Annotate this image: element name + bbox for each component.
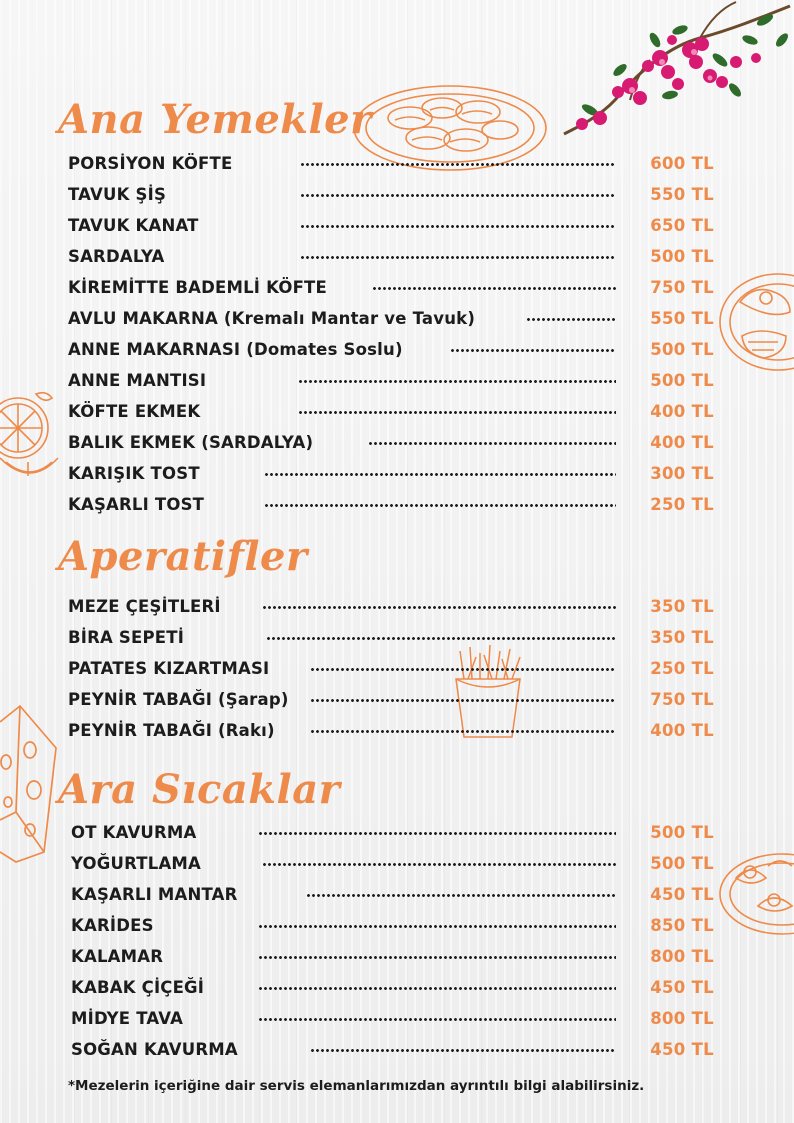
dot-leader: [310, 668, 616, 671]
dot-leader: [310, 699, 616, 702]
dot-leader: [300, 225, 616, 228]
section-title-ara-sicaklar: Ara Sıcaklar: [58, 766, 341, 813]
menu-item: [0, 306, 794, 330]
menu-item-price: 450 TL: [650, 884, 714, 904]
dot-leader: [258, 1018, 616, 1021]
menu-item-name: YOĞURTLAMA: [71, 853, 202, 873]
menu-item-price: 750 TL: [650, 277, 714, 297]
menu-item-name: SARDALYA: [68, 246, 165, 266]
menu-item-price: 500 TL: [650, 853, 714, 873]
menu-item-price: 650 TL: [650, 215, 714, 235]
dot-leader: [450, 349, 616, 352]
dot-leader: [310, 730, 616, 733]
menu-item-name: PORSİYON KÖFTE: [68, 153, 233, 173]
menu-item-price: 400 TL: [650, 432, 714, 452]
menu-item-price: 750 TL: [650, 689, 714, 709]
menu-item: [0, 492, 794, 516]
menu-item-name: SOĞAN KAVURMA: [71, 1039, 238, 1059]
dot-leader: [258, 925, 616, 928]
menu-item: [0, 594, 794, 618]
dot-leader: [372, 287, 616, 290]
dot-leader: [264, 473, 616, 476]
dot-leader: [266, 637, 616, 640]
menu-item-name: PEYNİR TABAĞI (Şarap): [68, 689, 289, 709]
section-title-ana-yemekler: Ana Yemekler: [58, 96, 372, 143]
menu-item-price: 450 TL: [650, 1039, 714, 1059]
menu-item-name: TAVUK KANAT: [68, 215, 199, 235]
menu-item: [0, 625, 794, 649]
menu-item-price: 600 TL: [650, 153, 714, 173]
menu-item: [0, 913, 794, 937]
dot-leader: [298, 380, 616, 383]
dot-leader: [262, 606, 616, 609]
dot-leader: [258, 832, 616, 835]
menu-item: [0, 718, 794, 742]
section-title-aperatifler: Aperatifler: [58, 533, 308, 580]
menu-item-name: ANNE MAKARNASI (Domates Soslu): [68, 339, 403, 359]
menu-item-name: KARIŞIK TOST: [68, 463, 200, 483]
menu-item: [0, 244, 794, 268]
dot-leader: [262, 863, 616, 866]
menu-item-price: 300 TL: [650, 463, 714, 483]
dot-leader: [258, 956, 616, 959]
menu-item-price: 850 TL: [650, 915, 714, 935]
menu-item-name: TAVUK ŞİŞ: [68, 184, 167, 204]
menu-item-name: KÖFTE EKMEK: [68, 401, 201, 421]
menu-item-price: 450 TL: [650, 977, 714, 997]
dot-leader: [300, 194, 616, 197]
dot-leader: [306, 894, 616, 897]
menu-item-name: KABAK ÇİÇEĞİ: [71, 977, 205, 997]
menu-item-price: 350 TL: [650, 596, 714, 616]
menu-item-name: PATATES KIZARTMASI: [68, 658, 270, 678]
dot-leader: [258, 987, 616, 990]
menu-item-price: 500 TL: [650, 339, 714, 359]
menu-item-price: 250 TL: [650, 658, 714, 678]
dot-leader: [368, 442, 616, 445]
menu-item: [0, 399, 794, 423]
menu-item: [0, 944, 794, 968]
dot-leader: [526, 318, 616, 321]
dot-leader: [264, 504, 616, 507]
menu-item: [0, 687, 794, 711]
footnote: *Mezelerin içeriğine dair servis elemanlarımızdan ayrıntılı bilgi alabilirsiniz.: [68, 1078, 645, 1094]
menu-item-price: 550 TL: [650, 308, 714, 328]
menu-item: [0, 1006, 794, 1030]
menu-item-name: MİDYE TAVA: [71, 1008, 184, 1028]
menu-item: [0, 882, 794, 906]
menu-item-name: OT KAVURMA: [71, 822, 197, 842]
menu-item: [0, 851, 794, 875]
menu-item-price: 350 TL: [650, 627, 714, 647]
menu-item-price: 400 TL: [650, 401, 714, 421]
menu-item-name: KİREMİTTE BADEMLİ KÖFTE: [68, 277, 327, 297]
menu-item: [0, 151, 794, 175]
menu-item-price: 550 TL: [650, 184, 714, 204]
menu-item-price: 250 TL: [650, 494, 714, 514]
bougainvillea-flowers: [560, 0, 794, 140]
dot-leader: [310, 1049, 616, 1052]
menu-item: [0, 1037, 794, 1061]
menu-item-name: KAŞARLI MANTAR: [71, 884, 238, 904]
menu-item-name: AVLU MAKARNA (Kremalı Mantar ve Tavuk): [68, 308, 476, 328]
menu-item-name: MEZE ÇEŞİTLERİ: [68, 596, 221, 616]
menu-item-name: BİRA SEPETİ: [68, 627, 185, 647]
dot-leader: [300, 256, 616, 259]
menu-item-name: BALIK EKMEK (SARDALYA): [68, 432, 314, 452]
menu-item-price: 500 TL: [650, 822, 714, 842]
menu-item: [0, 975, 794, 999]
menu-item: [0, 430, 794, 454]
menu-item-price: 500 TL: [650, 246, 714, 266]
menu-item: [0, 275, 794, 299]
menu-item-price: 400 TL: [650, 720, 714, 740]
menu-item-name: ANNE MANTISI: [68, 370, 207, 390]
menu-item-name: KARİDES: [71, 915, 154, 935]
menu-item: [0, 656, 794, 680]
menu-item: [0, 368, 794, 392]
menu-item: [0, 820, 794, 844]
menu-item: [0, 213, 794, 237]
menu-item-name: KAŞARLI TOST: [68, 494, 205, 514]
menu-item-name: KALAMAR: [71, 946, 164, 966]
menu-item-price: 800 TL: [650, 1008, 714, 1028]
menu-item: [0, 182, 794, 206]
menu-item: [0, 461, 794, 485]
menu-item-price: 800 TL: [650, 946, 714, 966]
menu-item-name: PEYNİR TABAĞI (Rakı): [68, 720, 275, 740]
dot-leader: [298, 411, 616, 414]
dot-leader: [300, 163, 616, 166]
menu-item: [0, 337, 794, 361]
menu-item-price: 500 TL: [650, 370, 714, 390]
